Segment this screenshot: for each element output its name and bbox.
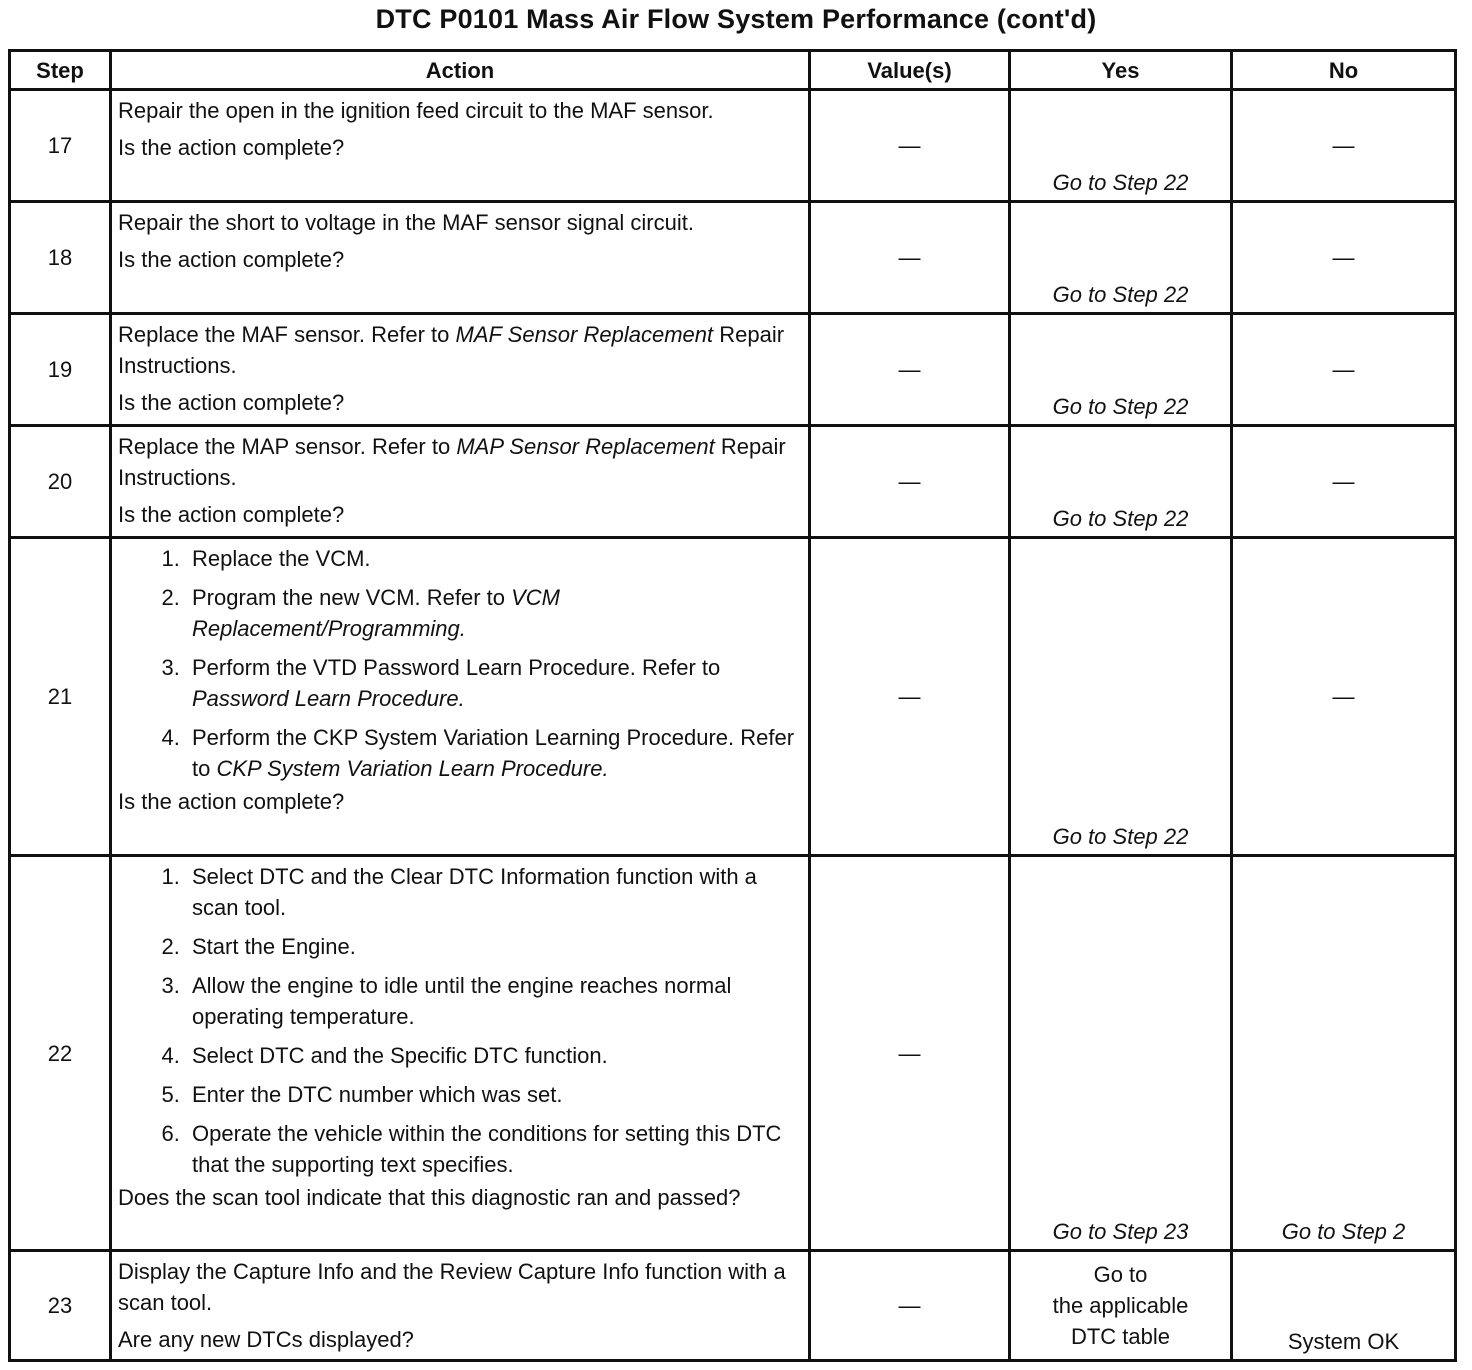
list-item (186, 582, 802, 644)
value-cell: — (810, 538, 1010, 856)
list-item: 3. Allow the engine to idle until the engine reaches normal operating temperature. (186, 970, 802, 1032)
yes-line: DTC table (1070, 1324, 1171, 1349)
action-text: Repair the short to voltage in the MAF sensor signal circuit. (118, 210, 694, 235)
action-question: Is the action complete? (118, 390, 345, 415)
table-row (10, 202, 1456, 314)
action-text: Display the Capture Info and the Review Capture Info function with a scan tool. (118, 1259, 786, 1315)
table-row (10, 90, 1456, 202)
action-text-before: Replace the MAP sensor. Refer to (118, 434, 457, 459)
list-item-text: Perform the CKP System Variation Learning Procedure. Refer to (192, 725, 795, 781)
action-cell (111, 90, 810, 202)
yes-link: Go to Step 23 (1052, 1219, 1189, 1244)
action-question: Is the action complete? (118, 789, 345, 814)
step-number: 20 (10, 426, 111, 538)
action-cell (111, 538, 810, 856)
no-cell: — (1232, 202, 1456, 314)
yes-line: Go to (1093, 1262, 1148, 1287)
no-cell (1232, 1251, 1456, 1361)
table-row (10, 1251, 1456, 1361)
step-number: 18 (10, 202, 111, 314)
no-cell: — (1232, 314, 1456, 426)
list-item: 1. Select DTC and the Clear DTC Information function with a scan tool. (186, 861, 802, 923)
header-values: Value(s) (810, 51, 1010, 90)
yes-line: the applicable (1052, 1293, 1189, 1318)
header-action: Action (111, 51, 810, 90)
list-item-reference: Password Learn Procedure. (192, 686, 465, 711)
step-number: 21 (10, 538, 111, 856)
step-number: 19 (10, 314, 111, 426)
action-cell (111, 314, 810, 426)
list-item-text: Program the new VCM. Refer to (192, 585, 512, 610)
yes-link: Go to Step 22 (1052, 170, 1189, 195)
list-item-reference: CKP System Variation Learn Procedure. (216, 756, 609, 781)
table-row (10, 426, 1456, 538)
list-item: 2. Start the Engine. (186, 931, 802, 962)
no-cell: — (1232, 538, 1456, 856)
header-step: Step (10, 51, 111, 90)
list-item-text: Perform the VTD Password Learn Procedure. Refer to (192, 655, 721, 680)
step-number: 22 (10, 856, 111, 1251)
yes-cell (1010, 856, 1232, 1251)
list-item: 6. Operate the vehicle within the conditions for setting this DTC that the supporting text specifies. (186, 1118, 802, 1180)
action-steps-list (118, 861, 802, 1180)
step-number: 23 (10, 1251, 111, 1361)
table-row (10, 856, 1456, 1251)
list-item (186, 652, 802, 714)
action-steps-list (118, 543, 802, 784)
action-reference: MAP Sensor Replacement (456, 434, 715, 459)
yes-cell (1010, 1251, 1232, 1361)
yes-cell (1010, 538, 1232, 856)
action-text: Repair the open in the ignition feed circuit to the MAF sensor. (118, 98, 714, 123)
diagnostic-table (8, 49, 1457, 1362)
action-question: Is the action complete? (118, 502, 345, 527)
step-number: 17 (10, 90, 111, 202)
yes-link: Go to Step 22 (1052, 824, 1189, 849)
list-item: 4. Select DTC and the Specific DTC function. (186, 1040, 802, 1071)
action-text-before: Replace the MAF sensor. Refer to (118, 322, 456, 347)
yes-cell (1010, 426, 1232, 538)
action-question: Are any new DTCs displayed? (118, 1327, 414, 1352)
no-cell: — (1232, 426, 1456, 538)
value-cell: — (810, 202, 1010, 314)
list-item: 5. Enter the DTC number which was set. (186, 1079, 802, 1110)
value-cell: — (810, 314, 1010, 426)
action-cell (111, 202, 810, 314)
action-question: Is the action complete? (118, 247, 345, 272)
action-question: Is the action complete? (118, 135, 345, 160)
yes-cell (1010, 314, 1232, 426)
value-cell: — (810, 1251, 1010, 1361)
action-text (118, 319, 802, 381)
action-question: Does the scan tool indicate that this diagnostic ran and passed? (118, 1185, 741, 1210)
value-cell: — (810, 426, 1010, 538)
table-row (10, 314, 1456, 426)
action-text-after: Repair Instructions. (118, 322, 785, 378)
value-cell: — (810, 90, 1010, 202)
yes-link: Go to Step 22 (1052, 506, 1189, 531)
list-item: 1. Replace the VCM. (186, 543, 802, 574)
header-no: No (1232, 51, 1456, 90)
no-cell (1232, 856, 1456, 1251)
header-yes: Yes (1010, 51, 1232, 90)
yes-cell (1010, 90, 1232, 202)
no-cell: — (1232, 90, 1456, 202)
action-text (118, 431, 802, 493)
yes-link: Go to Step 22 (1052, 282, 1189, 307)
action-cell (111, 856, 810, 1251)
page-title: DTC P0101 Mass Air Flow System Performance (cont'd) (375, 4, 1097, 34)
no-result: System OK (1287, 1329, 1400, 1354)
action-reference: MAF Sensor Replacement (455, 322, 714, 347)
table-row (10, 538, 1456, 856)
action-cell (111, 1251, 810, 1361)
header-row (10, 51, 1456, 90)
action-text-after: Repair Instructions. (118, 434, 786, 490)
no-link: Go to Step 2 (1281, 1219, 1406, 1244)
list-item (186, 722, 802, 784)
list-item-reference: VCM Replacement/Programming. (192, 585, 561, 641)
value-cell: — (810, 856, 1010, 1251)
yes-link: Go to Step 22 (1052, 394, 1189, 419)
action-cell (111, 426, 810, 538)
yes-cell (1010, 202, 1232, 314)
